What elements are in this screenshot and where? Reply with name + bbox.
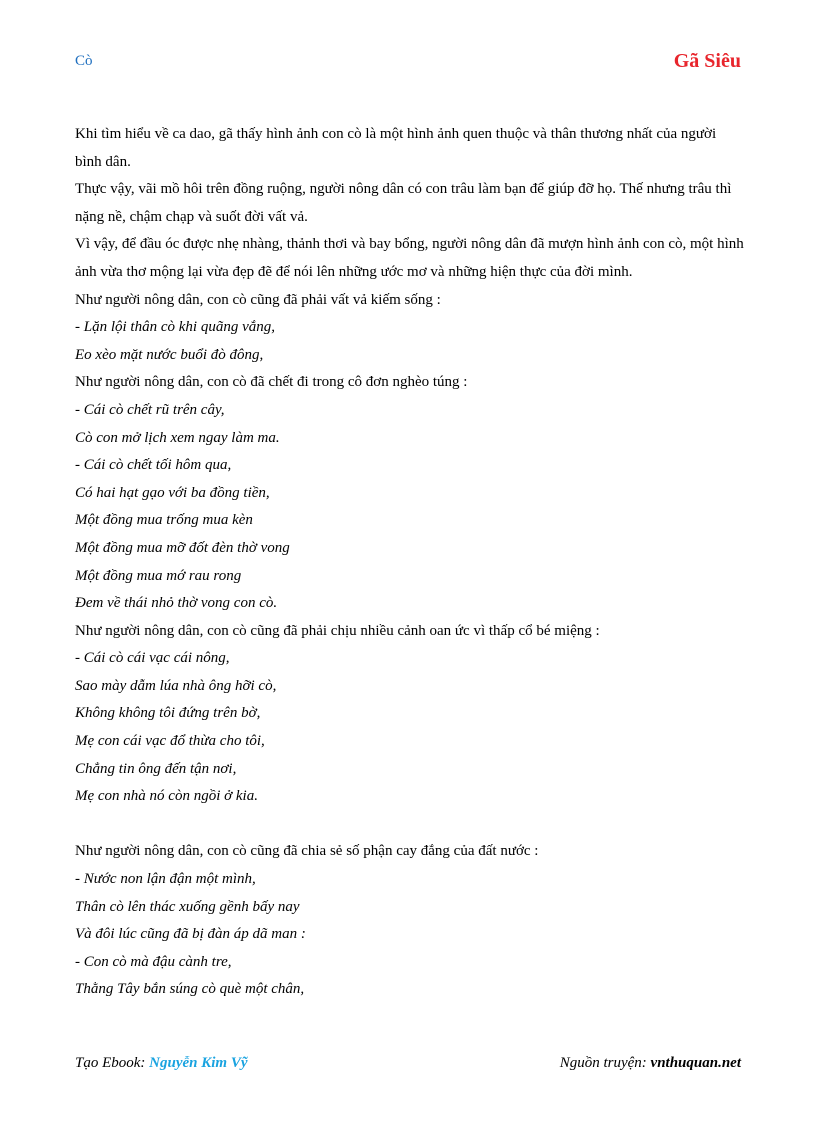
verse-line: Một đồng mua trống mua kèn [75,512,253,529]
verse-line: - Lặn lội thân cò khi quãng vắng, [75,319,275,336]
verse-line: Không không tôi đứng trên bờ, [75,705,261,722]
verse-line: Một đồng mua mỡ đốt đèn thờ vong [75,539,290,556]
footer-ebook-credit [75,1055,248,1072]
verse-line: Đem về thái nhỏ thờ vong con cò. [75,595,278,612]
paragraph: Như người nông dân, con cò đã chết đi trong cô đơn nghèo túng : [75,374,468,391]
footer-source-site: vnthuquan.net [650,1055,741,1071]
footer-ebook-author: Nguyễn Kim Vỹ [149,1055,248,1071]
verse-line: Một đồng mua mớ rau rong [75,567,242,584]
verse-line: Chẳng tin ông đến tận nơi, [75,760,237,777]
footer-ebook-label: Tạo Ebook [75,1055,141,1071]
paragraph: Vì vậy, để đầu óc được nhẹ nhàng, thảnh thơi và bay bổng, người nông dân đã mượn hình ảnh con cò, một hình ảnh vừa thơ mộng lại vừa đẹp đẽ để nói lên những ước mơ và những hiện thực của đời mình. [75,236,744,280]
paragraph: Như người nông dân, con cò cũng đã phải vất vả kiếm sống : [75,291,441,308]
verse-line: - Cái cò cái vạc cái nông, [75,650,230,667]
verse-line: - Cái cò chết tối hôm qua, [75,457,232,474]
verse-line: Và đôi lúc cũng đã bị đàn áp dã man : [75,926,306,943]
verse-line: Thằng Tây bắn súng cò què một chân, [75,981,305,998]
verse-line: Thân cò lên thác xuống gềnh bấy nay [75,898,300,915]
verse-line: Có hai hạt gạo với ba đồng tiền, [75,484,270,501]
verse-line: Sao mày dẫm lúa nhà ông hỡi cò, [75,677,277,694]
footer-source-credit [560,1055,741,1072]
verse-line: Eo xèo mặt nước buổi đò đông, [75,346,264,363]
header-author: Gã Siêu [673,50,741,72]
paragraph: Khi tìm hiểu về ca dao, gã thấy hình ảnh con cò là một hình ảnh quen thuộc và thân thương nhất của người bình dân. [75,126,717,170]
verse-line: Mẹ con nhà nó còn ngồi ở kia. [75,788,258,805]
footer-source-label: Nguồn truyện [559,1055,642,1071]
document-body [75,121,745,1004]
verse-line: Cò con mở lịch xem ngay làm ma. [75,429,280,446]
paragraph: Như người nông dân, con cò cũng đã phải chịu nhiều cảnh oan ức vì thấp cổ bé miệng : [75,622,600,639]
header-title: Cò [75,53,93,69]
verse-line: - Con cò mà đậu cành tre, [75,953,232,970]
verse-line: - Nước non lận đận một mình, [75,871,256,888]
footer-ebook-separator: : [140,1055,150,1071]
verse-line: Mẹ con cái vạc đổ thừa cho tôi, [75,733,265,750]
paragraph: Như người nông dân, con cò cũng đã chia sẻ số phận cay đắng của đất nước : [75,843,539,860]
paragraph: Thực vậy, vãi mồ hôi trên đồng ruộng, người nông dân có con trâu làm bạn để giúp đỡ họ. Thế nhưng trâu thì nặng nề, chậm chạp và suốt đời vất vả. [75,181,732,225]
footer-source-separator: : [641,1055,651,1071]
verse-line: - Cái cò chết rũ trên cây, [75,401,225,418]
paragraph-gap [75,811,745,839]
